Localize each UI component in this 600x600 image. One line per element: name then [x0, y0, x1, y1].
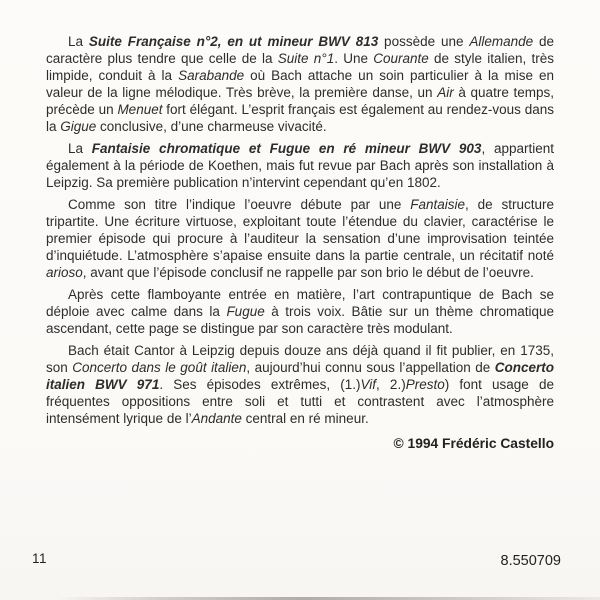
paragraph-fantaisie-structure: Comme son titre l’indique l’oeuvre débute par une Fantaisie, de structure tripartite. Une écriture virtuose, exploitant toute l’étendue du clavier, caractérise le premier épisode qui procure à l’auditeur la sensation d’une improvisation teintée d’inquiétude. L’atmosphère s’apaise ensuite dans la partie centrale, un récitatif noté arioso, avant que l’épisode conclusif ne rappelle par son brio le début de l’oeuvre.: [46, 197, 554, 280]
paragraph-fugue: Après cette flamboyante entrée en matière, l’art contrapuntique de Bach se déploie avec calme dans la Fugue à trois voix. Bâtie sur un thème chromatique ascendant, cette page se distingue par son caractère très modulant.: [46, 287, 554, 336]
catalog-number: 8.550709: [500, 553, 561, 569]
page-number: 11: [32, 551, 48, 566]
liner-notes-text: [46, 33, 554, 457]
copyright-credit: © 1994 Frédéric Castello: [393, 436, 554, 451]
paragraph-fantaisie-chromatique-intro: La Fantaisie chromatique et Fugue en ré mineur BWV 903, appartient également à la période de Koethen, mais fut revue par Bach après son installation à Leipzig. Sa première publication n’intervint cependant qu’en 1802.: [46, 141, 554, 190]
paragraph-concerto-italien: Bach était Cantor à Leipzig depuis douze ans déjà quand il fit publier, en 1735, son Concerto dans le goût italien, aujourd’hui connu sous l’appellation de Concerto italien BWV 971. Ses épisodes extrêmes, (1.)Vif, 2.)Presto) font usage de fréquentes oppositions entre soli et tutti et contrastent avec l’atmosphère intensément lyrique de l’Andante central en ré mineur.: [46, 343, 554, 426]
paragraph-suite-francaise: La Suite Française n°2, en ut mineur BWV 813 possède une Allemande de caractère plus tendre que celle de la Suite n°1. Une Courante de style italien, très limpide, conduit à la Sarabande où Bach attache un soin particulier à la mise en valeur de la ligne mélodique. Très brève, la première danse, un Air à quatre temps, précède un Menuet fort élégant. L’esprit français est également au rendez-vous dans la Gigue conclusive, d’une charmeuse vivacité.: [46, 34, 554, 134]
